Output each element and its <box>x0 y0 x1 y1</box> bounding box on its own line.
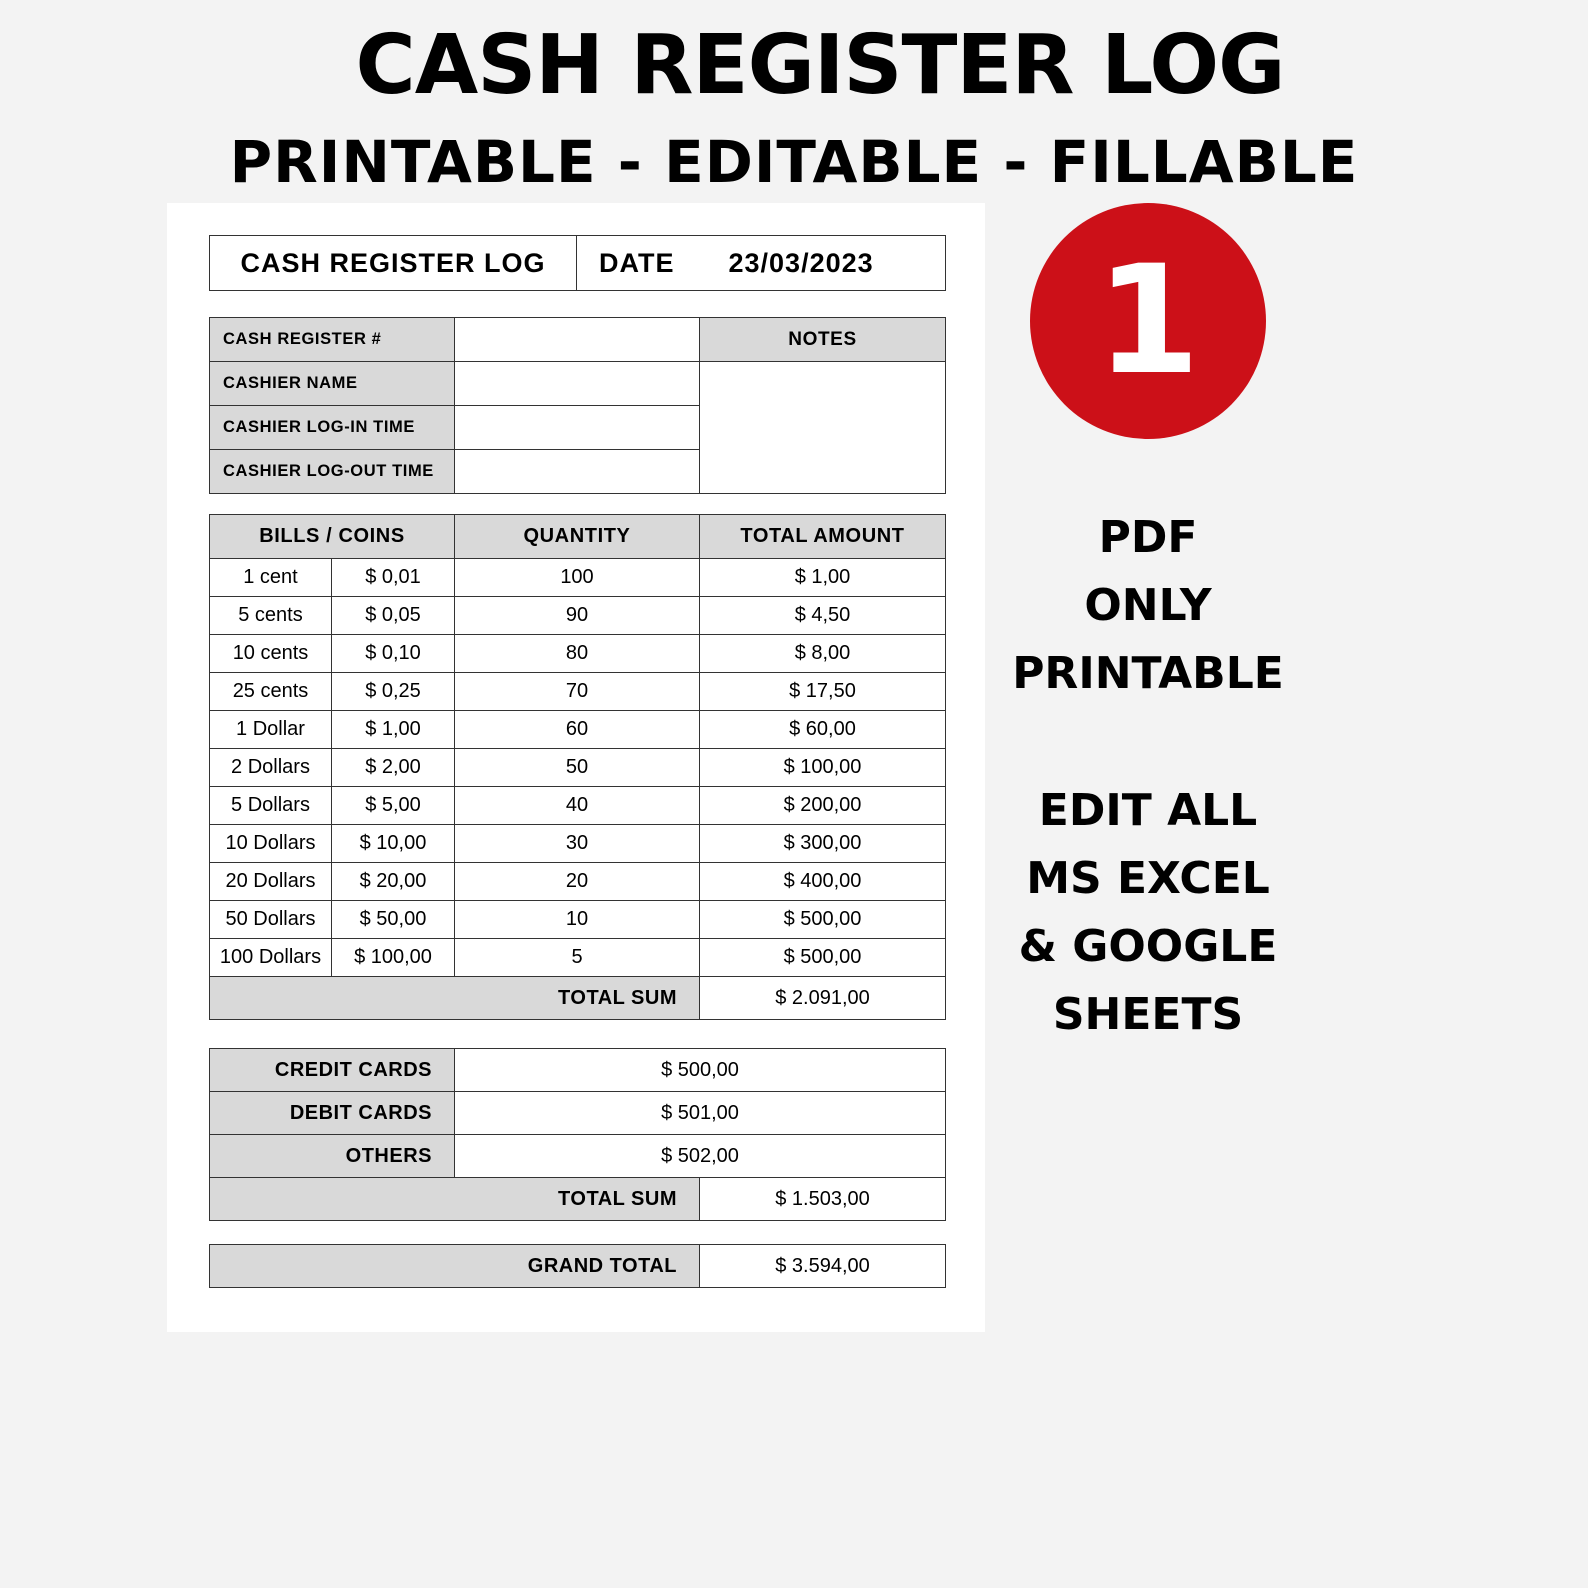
row-total: $ 500,00 <box>700 939 946 977</box>
denomination-value: $ 20,00 <box>332 863 455 901</box>
notes-label: NOTES <box>700 318 946 362</box>
debit-cards-label: DEBIT CARDS <box>210 1092 455 1135</box>
credit-cards-value[interactable]: $ 500,00 <box>455 1049 946 1092</box>
cashier-name-label: CASHIER NAME <box>210 362 455 406</box>
denomination-value: $ 50,00 <box>332 901 455 939</box>
cashier-name-field[interactable] <box>455 362 700 406</box>
grand-total-table <box>209 1244 946 1288</box>
quantity-cell[interactable]: 50 <box>455 749 700 787</box>
quantity-cell[interactable]: 60 <box>455 711 700 749</box>
login-time-label: CASHIER LOG-IN TIME <box>210 406 455 450</box>
table-row <box>210 673 946 711</box>
denomination-value: $ 0,05 <box>332 597 455 635</box>
table-row <box>210 635 946 673</box>
denomination-name: 2 Dollars <box>210 749 332 787</box>
cash-total-value: $ 2.091,00 <box>700 977 946 1020</box>
denomination-value: $ 100,00 <box>332 939 455 977</box>
quantity-cell[interactable]: 40 <box>455 787 700 825</box>
denomination-value: $ 0,10 <box>332 635 455 673</box>
total-amount-header: TOTAL AMOUNT <box>700 515 946 559</box>
row-total: $ 8,00 <box>700 635 946 673</box>
table-row <box>210 825 946 863</box>
denomination-name: 5 cents <box>210 597 332 635</box>
date-value[interactable]: 23/03/2023 <box>717 236 946 291</box>
feature-sheets: SHEETS <box>1052 989 1244 1040</box>
feature-only: ONLY <box>1084 580 1212 631</box>
denomination-value: $ 0,01 <box>332 559 455 597</box>
cash-register-number-label: CASH REGISTER # <box>210 318 455 362</box>
log-sheet <box>167 203 985 1332</box>
cashier-info-table <box>209 317 946 494</box>
quantity-header: QUANTITY <box>455 515 700 559</box>
grand-total-label: GRAND TOTAL <box>210 1245 700 1288</box>
bills-coins-table <box>209 514 946 1020</box>
notes-field[interactable] <box>700 362 946 494</box>
denomination-value: $ 1,00 <box>332 711 455 749</box>
row-total: $ 17,50 <box>700 673 946 711</box>
cash-total-label: TOTAL SUM <box>210 977 700 1020</box>
row-total: $ 60,00 <box>700 711 946 749</box>
log-header <box>209 235 946 291</box>
denomination-name: 1 Dollar <box>210 711 332 749</box>
cards-total-label: TOTAL SUM <box>210 1178 700 1221</box>
table-row <box>210 711 946 749</box>
table-row <box>210 863 946 901</box>
quantity-cell[interactable]: 80 <box>455 635 700 673</box>
feature-ms-excel: MS EXCEL <box>1026 853 1270 904</box>
table-row <box>210 559 946 597</box>
feature-printable: PRINTABLE <box>1012 648 1284 699</box>
row-total: $ 500,00 <box>700 901 946 939</box>
banner-title: CASH REGISTER LOG <box>355 18 1285 113</box>
row-total: $ 1,00 <box>700 559 946 597</box>
login-time-field[interactable] <box>455 406 700 450</box>
denomination-name: 25 cents <box>210 673 332 711</box>
grand-total-value: $ 3.594,00 <box>700 1245 946 1288</box>
table-row <box>210 901 946 939</box>
denomination-name: 5 Dollars <box>210 787 332 825</box>
quantity-cell[interactable]: 70 <box>455 673 700 711</box>
denomination-name: 10 cents <box>210 635 332 673</box>
table-row <box>210 597 946 635</box>
table-row <box>210 939 946 977</box>
cash-register-number-field[interactable] <box>455 318 700 362</box>
banner-subtitle: PRINTABLE - EDITABLE - FILLABLE <box>229 128 1359 196</box>
table-row <box>210 787 946 825</box>
date-label: DATE <box>577 236 717 291</box>
row-total: $ 300,00 <box>700 825 946 863</box>
card-payments-table <box>209 1048 946 1221</box>
denomination-value: $ 5,00 <box>332 787 455 825</box>
debit-cards-value[interactable]: $ 501,00 <box>455 1092 946 1135</box>
denomination-value: $ 2,00 <box>332 749 455 787</box>
bills-coins-header: BILLS / COINS <box>210 515 455 559</box>
quantity-cell[interactable]: 30 <box>455 825 700 863</box>
feature-pdf: PDF <box>1098 512 1198 563</box>
row-total: $ 200,00 <box>700 787 946 825</box>
logout-time-field[interactable] <box>455 450 700 494</box>
logout-time-label: CASHIER LOG-OUT TIME <box>210 450 455 494</box>
feature-google: & GOOGLE <box>1018 921 1278 972</box>
quantity-cell[interactable]: 20 <box>455 863 700 901</box>
quantity-cell[interactable]: 10 <box>455 901 700 939</box>
denomination-value: $ 10,00 <box>332 825 455 863</box>
denomination-name: 1 cent <box>210 559 332 597</box>
credit-cards-label: CREDIT CARDS <box>210 1049 455 1092</box>
denomination-name: 20 Dollars <box>210 863 332 901</box>
others-value[interactable]: $ 502,00 <box>455 1135 946 1178</box>
form-title: CASH REGISTER LOG <box>210 236 577 291</box>
feature-edit-all: EDIT ALL <box>1038 785 1258 836</box>
cards-total-value: $ 1.503,00 <box>700 1178 946 1221</box>
number-badge: 1 <box>1030 203 1266 439</box>
quantity-cell[interactable]: 90 <box>455 597 700 635</box>
table-row <box>210 749 946 787</box>
denomination-name: 10 Dollars <box>210 825 332 863</box>
row-total: $ 100,00 <box>700 749 946 787</box>
denomination-name: 100 Dollars <box>210 939 332 977</box>
row-total: $ 400,00 <box>700 863 946 901</box>
quantity-cell[interactable]: 100 <box>455 559 700 597</box>
row-total: $ 4,50 <box>700 597 946 635</box>
others-label: OTHERS <box>210 1135 455 1178</box>
quantity-cell[interactable]: 5 <box>455 939 700 977</box>
denomination-value: $ 0,25 <box>332 673 455 711</box>
denomination-name: 50 Dollars <box>210 901 332 939</box>
